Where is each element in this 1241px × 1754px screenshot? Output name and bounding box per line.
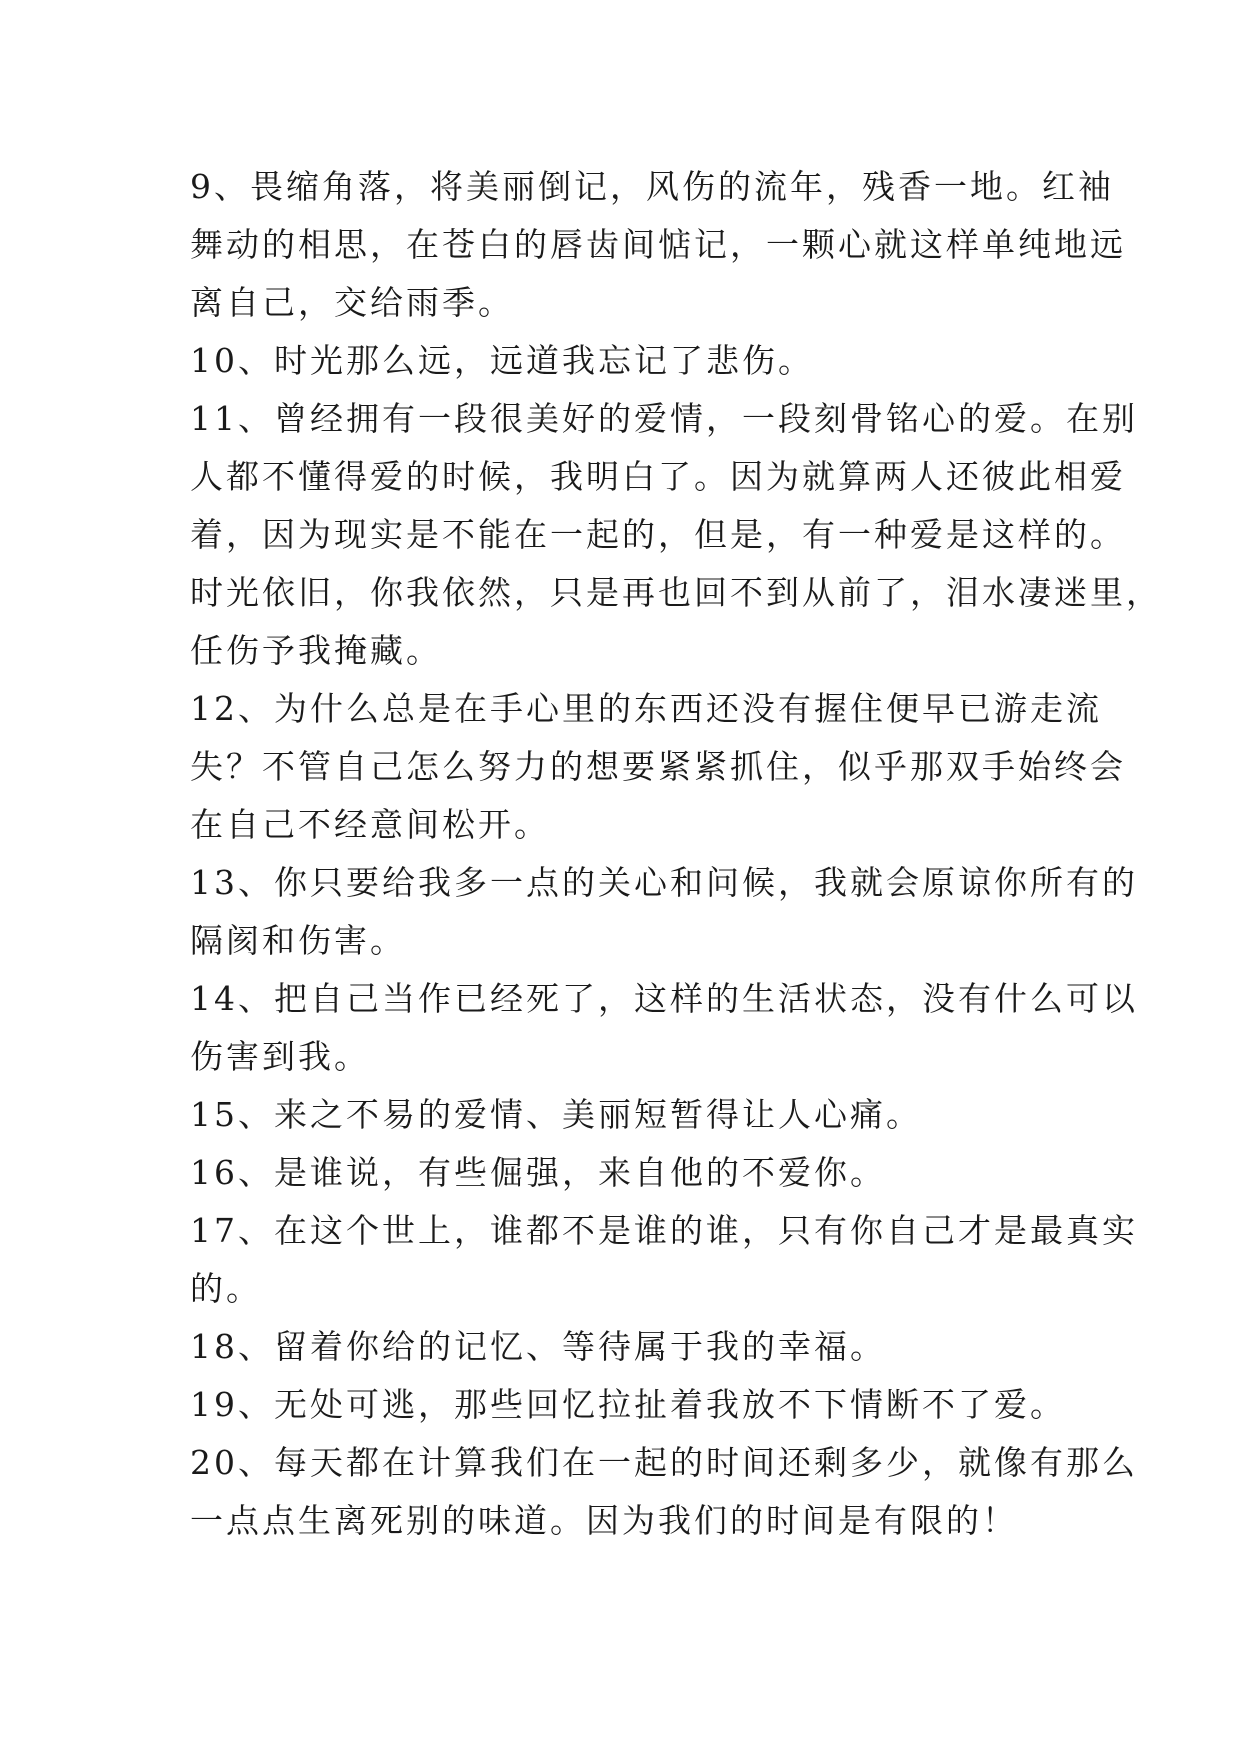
- document-body: [190, 158, 1162, 1550]
- paragraph-19: [190, 1376, 1090, 1434]
- paragraph-16: [190, 1144, 1090, 1202]
- text-line: 人都不懂得爱的时候，我明白了。因为就算两人还彼此相爱: [190, 457, 1126, 496]
- text-line: 20、每天都在计算我们在一起的时间还剩多少，就像有那么: [190, 1443, 1138, 1482]
- text-line: 12、为什么总是在手心里的东西还没有握住便早已游走流: [190, 689, 1102, 728]
- paragraph-9: [190, 158, 1126, 332]
- text-line: 13、你只要给我多一点的关心和问候，我就会原谅你所有的: [190, 863, 1138, 902]
- text-line: 14、把自己当作已经死了，这样的生活状态，没有什么可以: [190, 979, 1138, 1018]
- text-line: 任伤予我掩藏。: [190, 631, 442, 670]
- text-line: 失？不管自己怎么努力的想要紧紧抓住，似乎那双手始终会: [190, 747, 1126, 786]
- paragraph-13: [190, 854, 1138, 970]
- text-line: 16、是谁说，有些倔强，来自他的不爱你。: [190, 1153, 886, 1192]
- text-line: 11、曾经拥有一段很美好的爱情，一段刻骨铭心的爱。在别: [190, 399, 1138, 438]
- text-line: 在自己不经意间松开。: [190, 805, 550, 844]
- paragraph-17: [190, 1202, 1138, 1318]
- text-line: 9、畏缩角落，将美丽倒记，风伤的流年，残香一地。红袖: [190, 167, 1114, 206]
- text-line: 伤害到我。: [190, 1037, 370, 1076]
- text-line: 隔阂和伤害。: [190, 921, 406, 960]
- paragraph-18: [190, 1318, 1090, 1376]
- paragraph-12: [190, 680, 1126, 854]
- text-line: 着，因为现实是不能在一起的，但是，有一种爱是这样的。: [190, 515, 1126, 554]
- text-line: 15、来之不易的爱情、美丽短暂得让人心痛。: [190, 1095, 922, 1134]
- text-line: 舞动的相思，在苍白的唇齿间惦记，一颗心就这样单纯地远: [190, 225, 1126, 264]
- paragraph-10: [190, 332, 1090, 390]
- text-line: 10、时光那么远，远道我忘记了悲伤。: [190, 341, 814, 380]
- paragraph-11: [190, 390, 1162, 680]
- text-line: 时光依旧，你我依然，只是再也回不到从前了，泪水凄迷里，: [190, 573, 1162, 612]
- text-line: 一点点生离死别的味道。因为我们的时间是有限的！: [190, 1501, 1018, 1540]
- paragraph-15: [190, 1086, 1090, 1144]
- text-line: 离自己，交给雨季。: [190, 283, 514, 322]
- text-line: 18、留着你给的记忆、等待属于我的幸福。: [190, 1327, 886, 1366]
- text-line: 19、无处可逃，那些回忆拉扯着我放不下情断不了爱。: [190, 1385, 1066, 1424]
- text-line: 17、在这个世上，谁都不是谁的谁，只有你自己才是最真实: [190, 1211, 1138, 1250]
- paragraph-20: [190, 1434, 1138, 1550]
- paragraph-14: [190, 970, 1138, 1086]
- text-line: 的。: [190, 1269, 262, 1308]
